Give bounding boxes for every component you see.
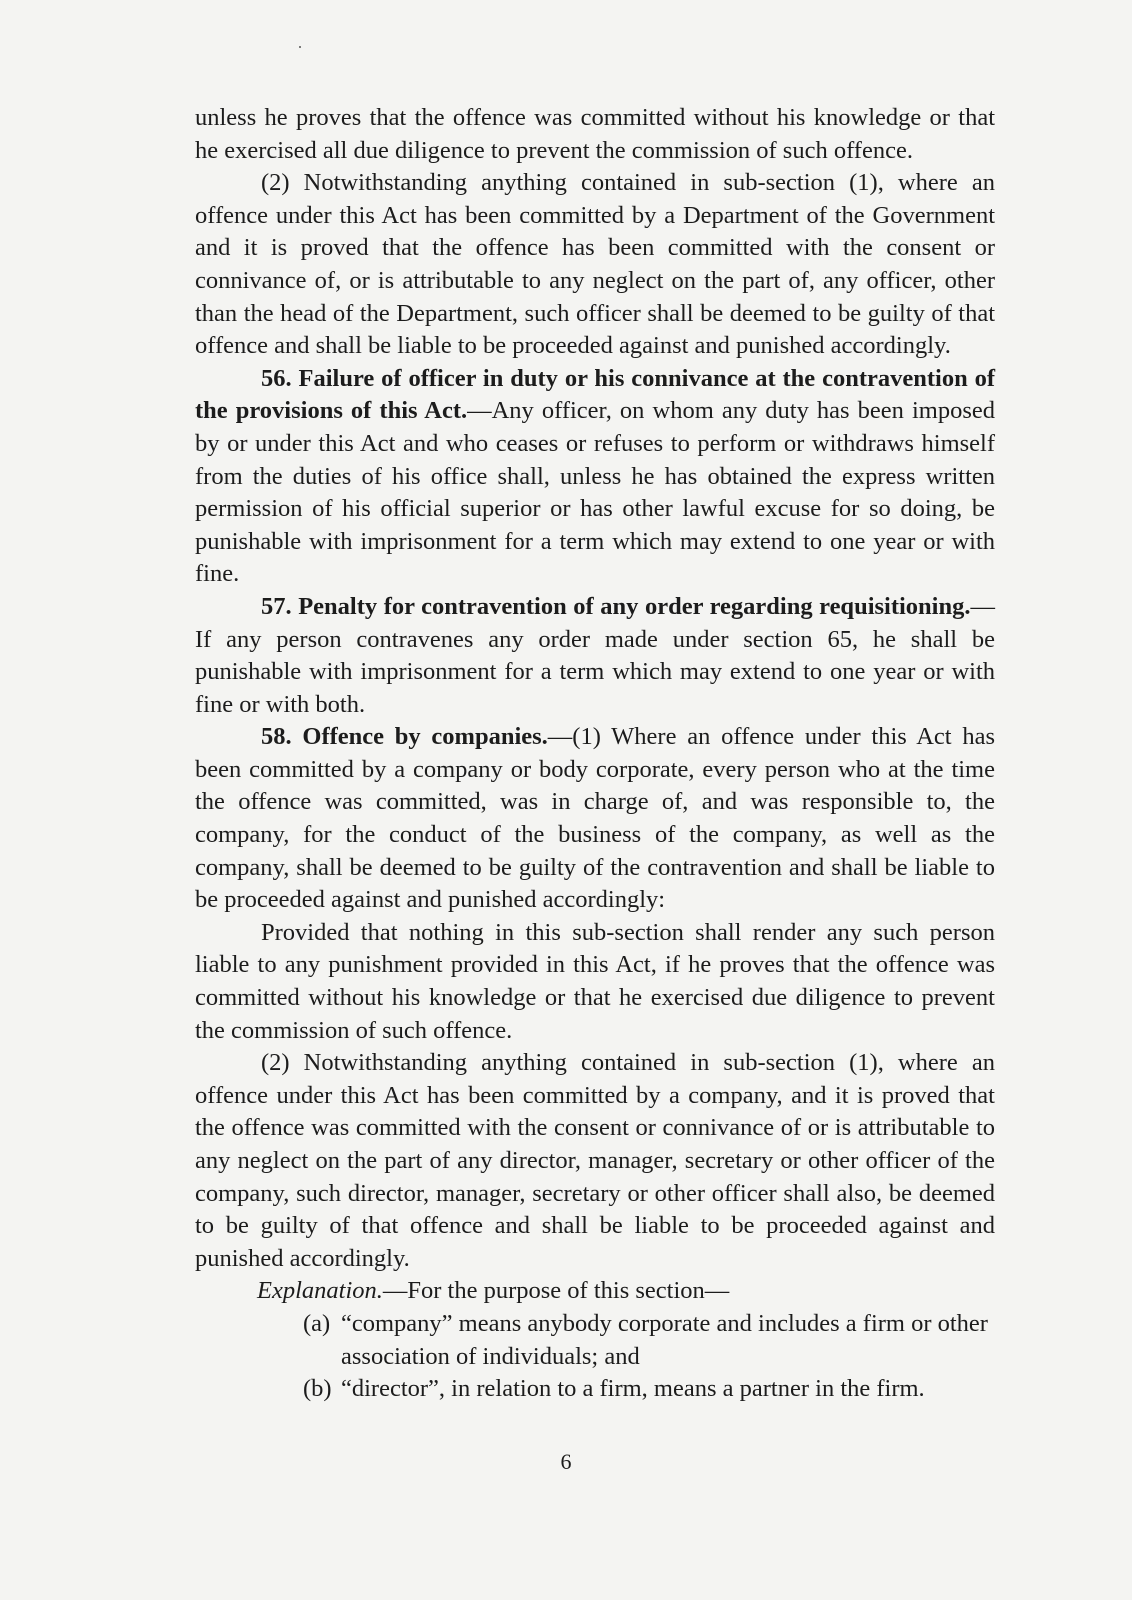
explanation-label: Explanation. bbox=[257, 1277, 383, 1305]
section-57-heading: 57. Penalty for contravention of any order regarding requisitioning. bbox=[261, 592, 971, 620]
document-body bbox=[195, 102, 995, 1406]
explanation-text: —For the purpose of this section— bbox=[382, 1277, 730, 1305]
explanation bbox=[195, 1275, 995, 1308]
section-56-body: —Any officer, on whom any duty has been imposed by or under this Act and who ceases or refuses to perform or withdraws himself from the duties of his office shall, unless he has obtained the express written permission of his official superior or has other lawful excuse for so doing, be punishable with imprisonment for a term which may extend to one year or with fine. bbox=[195, 397, 995, 588]
explanation-item-b bbox=[195, 1373, 995, 1406]
section-58-proviso: Provided that nothing in this sub-section shall render any such person liable to any punishment provided in this Act, if he proves that the offence was committed without his knowledge or that he exercised due diligence to prevent the commission of such offence. bbox=[195, 918, 995, 1044]
scan-speck bbox=[299, 46, 301, 48]
item-text: “director”, in relation to a firm, means a partner in the firm. bbox=[341, 1375, 925, 1403]
section-57 bbox=[195, 591, 995, 721]
section-58-subsection-2: (2) Notwithstanding anything contained in sub-section (1), where an offence under this Act has been committed by a company, and it is proved that the offence was committed with the consent or connivance of or is attributable to any neglect on the part of any director, manager, secretary or other officer of the company, such director, manager, secretary or other officer shall also, be deemed to be guilty of that offence and shall be liable to be proceeded against and punished accordingly. bbox=[195, 1049, 995, 1272]
section-57-body: —If any person contravenes any order made under section 65, he shall be punishable with imprisonment for a term which may extend to one year or with fine or with both. bbox=[195, 592, 995, 718]
subsection-2-paragraph: (2) Notwithstanding anything contained in sub-section (1), where an offence under this Act has been committed by a Department of the Government and it is proved that the offence has been committed with the consent or connivance of, or is attributable to any neglect on the part of, any officer, other than the head of the Department, such officer shall be deemed to be guilty of that offence and shall be liable to be proceeded against and punished accordingly. bbox=[195, 169, 995, 360]
section-56 bbox=[195, 363, 995, 591]
item-marker: (b) bbox=[303, 1375, 332, 1403]
section-58-body: —(1) Where an offence under this Act has been committed by a company or body corporate, every person who at the time the offence was committed, was in charge of, and was responsible to, the company, for the conduct of the business of the company, as well as the company, shall be deemed to be guilty of the contravention and shall be liable to be proceeded against and punished accordingly: bbox=[195, 723, 996, 914]
item-text: “company” means anybody corporate and includes a firm or other association of individuals; and bbox=[341, 1309, 988, 1370]
page-number: 6 bbox=[560, 1449, 572, 1474]
continuation-paragraph: unless he proves that the offence was committed without his knowledge or that he exercised all due diligence to prevent the commission of such offence. bbox=[195, 104, 995, 164]
section-58 bbox=[195, 721, 995, 917]
item-marker: (a) bbox=[303, 1309, 331, 1337]
explanation-item-a bbox=[195, 1308, 995, 1373]
section-58-heading: 58. Offence by companies. bbox=[261, 723, 548, 751]
section-56-heading: 56. Failure of officer in duty or his connivance at the contravention of the provisions of this Act. bbox=[195, 364, 995, 425]
